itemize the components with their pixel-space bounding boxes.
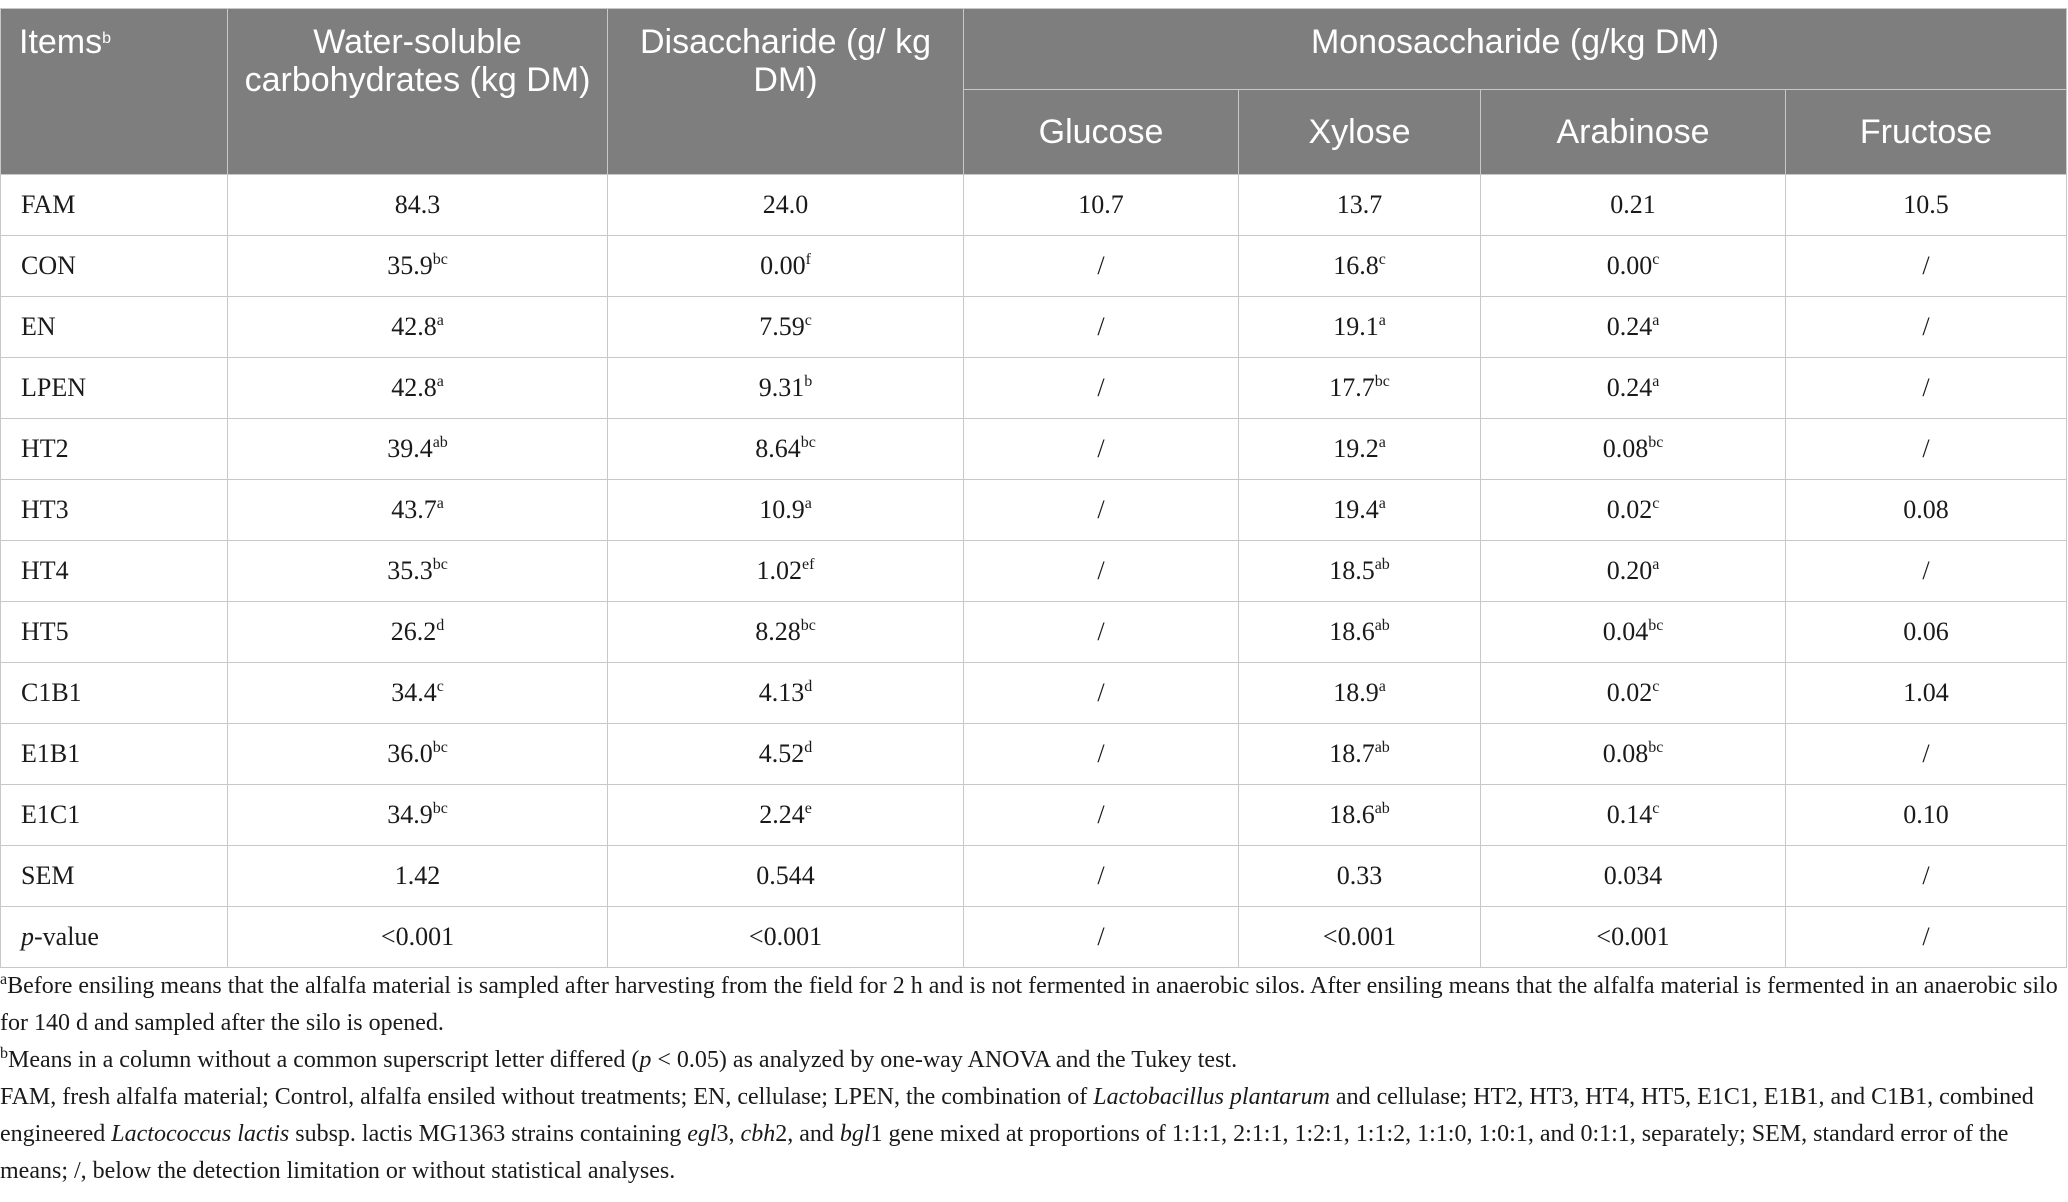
cell-xyl-value: 18.6 — [1329, 617, 1375, 646]
cell-disaccharide — [608, 419, 964, 480]
cell-wsc — [228, 846, 608, 907]
cell-arabinose — [1481, 907, 1786, 968]
cell-disaccharide — [608, 297, 964, 358]
cell-xyl-value: 18.5 — [1329, 556, 1375, 585]
cell-item-label: E1C1 — [21, 800, 81, 829]
cell-xyl-value: 19.2 — [1333, 434, 1379, 463]
cell-xyl-sup: ab — [1374, 800, 1390, 817]
cell-xyl-value: 18.9 — [1333, 678, 1379, 707]
cell-ara-sup: bc — [1648, 739, 1664, 756]
cell-disaccharide — [608, 358, 964, 419]
footnote-b — [0, 1042, 2060, 1079]
cell-glucose: / — [964, 541, 1239, 602]
abbreviations-note — [0, 1079, 2060, 1190]
table-row — [1, 663, 2067, 724]
abbr-part-5: 2, and — [775, 1121, 840, 1147]
header-arabinose: Arabinose — [1481, 90, 1786, 175]
cell-glucose: / — [964, 358, 1239, 419]
cell-item-label: EN — [21, 312, 56, 341]
cell-wsc-value: 43.7 — [391, 495, 437, 524]
header-items-label: Items — [19, 23, 103, 61]
cell-wsc-sup: a — [436, 373, 444, 390]
cell-xylose — [1239, 785, 1481, 846]
cell-dis-sup: e — [804, 800, 812, 817]
cell-dis-value: 10.9 — [759, 495, 805, 524]
cell-wsc-value: 34.4 — [391, 678, 437, 707]
cell-xylose — [1239, 358, 1481, 419]
cell-item — [1, 236, 228, 297]
cell-item — [1, 785, 228, 846]
header-glucose: Glucose — [964, 90, 1239, 175]
cell-arabinose — [1481, 358, 1786, 419]
cell-fructose: / — [1786, 358, 2067, 419]
cell-xylose — [1239, 419, 1481, 480]
cell-glucose: / — [964, 297, 1239, 358]
footnote-b-p: p — [639, 1047, 652, 1073]
footnote-a — [0, 968, 2060, 1042]
cell-dis-value: 2.24 — [759, 800, 805, 829]
cell-dis-sup: bc — [800, 617, 816, 634]
cell-xyl-value: 0.33 — [1336, 861, 1383, 890]
cell-item — [1, 663, 228, 724]
footnote-a-mark: a — [0, 971, 8, 988]
table-row — [1, 907, 2067, 968]
cell-glucose: / — [964, 419, 1239, 480]
abbr-part-3: subsp. lactis MG1363 strains containing — [289, 1121, 688, 1147]
cell-dis-value: 9.31 — [758, 373, 805, 402]
cell-fructose: / — [1786, 724, 2067, 785]
footnote-a-text: Before ensiling means that the alfalfa material is sampled after harvesting from the field for 2 h and is not fermented in anaerobic silos. After ensiling means that the alfalfa material is fermented in an anaerobic silo for 140 d and sampled after the silo is opened. — [0, 973, 2058, 1036]
cell-ara-sup: c — [1652, 678, 1660, 695]
table-footnotes — [0, 968, 2060, 1190]
cell-wsc-value: 36.0 — [387, 739, 433, 768]
cell-xylose — [1239, 724, 1481, 785]
cell-item-label: CON — [21, 251, 76, 280]
cell-wsc — [228, 175, 608, 236]
header-items — [1, 9, 228, 175]
cell-xylose — [1239, 236, 1481, 297]
cell-dis-value: 7.59 — [759, 312, 805, 341]
cell-ara-value: 0.20 — [1606, 556, 1653, 585]
cell-item-label: LPEN — [21, 373, 86, 402]
abbr-lactococcus: Lactococcus lactis — [111, 1121, 290, 1147]
cell-xyl-sup: c — [1378, 251, 1386, 268]
footnote-b-post: < 0.05) as analyzed by one-way ANOVA and the Tukey test. — [651, 1047, 1238, 1073]
cell-ara-sup: a — [1652, 312, 1660, 329]
cell-wsc-value: 42.8 — [391, 312, 437, 341]
cell-fructose: / — [1786, 541, 2067, 602]
cell-dis-value: 8.28 — [755, 617, 801, 646]
cell-wsc-value: <0.001 — [380, 922, 455, 951]
cell-fructose: / — [1786, 236, 2067, 297]
table-row — [1, 236, 2067, 297]
cell-xylose — [1239, 602, 1481, 663]
cell-item — [1, 175, 228, 236]
header-items-footnote: b — [102, 30, 112, 47]
abbr-cbh: cbh — [740, 1121, 776, 1147]
cell-ara-value: 0.21 — [1610, 190, 1656, 219]
table-row — [1, 602, 2067, 663]
cell-dis-value: 4.13 — [758, 678, 805, 707]
cell-item — [1, 297, 228, 358]
table-row — [1, 541, 2067, 602]
cell-xyl-sup: ab — [1374, 617, 1390, 634]
cell-dis-sup: b — [804, 373, 813, 390]
cell-ara-sup: bc — [1648, 617, 1664, 634]
cell-item — [1, 846, 228, 907]
cell-dis-sup: c — [804, 312, 812, 329]
abbr-part-1: FAM, fresh alfalfa material; Control, alfalfa ensiled without treatments; EN, cellulase; LPEN, the combination of — [0, 1084, 1094, 1110]
cell-arabinose — [1481, 480, 1786, 541]
cell-glucose: / — [964, 602, 1239, 663]
cell-xyl-sup: a — [1378, 495, 1386, 512]
cell-xyl-value: 19.1 — [1333, 312, 1379, 341]
cell-dis-sup: d — [804, 678, 813, 695]
cell-wsc — [228, 419, 608, 480]
cell-wsc-value: 39.4 — [387, 434, 433, 463]
cell-dis-value: 4.52 — [758, 739, 805, 768]
abbr-part-4: 3, — [716, 1121, 741, 1147]
cell-glucose: / — [964, 480, 1239, 541]
cell-xyl-sup: bc — [1374, 373, 1390, 390]
table-header — [1, 9, 2067, 175]
cell-item — [1, 541, 228, 602]
cell-ara-value: 0.24 — [1606, 312, 1653, 341]
cell-xylose — [1239, 846, 1481, 907]
cell-glucose: / — [964, 785, 1239, 846]
abbr-bgl: bgl — [839, 1121, 871, 1147]
cell-wsc-sup: bc — [432, 739, 448, 756]
cell-dis-sup: f — [805, 251, 811, 268]
cell-xylose — [1239, 541, 1481, 602]
abbr-part-6: 1 gene mixed at proportions of 1:1:1, 2:1:1, 1:2:1, 1:1:2, 1:1:0, 1:0:1, and 0:1:1, separately; SEM, standard error of the means; /, below the detection limitation or without statistical analyses. — [0, 1121, 2009, 1184]
cell-dis-sup: ef — [802, 556, 815, 573]
cell-disaccharide — [608, 846, 964, 907]
cell-xyl-value: 13.7 — [1336, 190, 1383, 219]
cell-glucose: 10.7 — [964, 175, 1239, 236]
cell-disaccharide — [608, 541, 964, 602]
cell-ara-sup: c — [1652, 495, 1660, 512]
cell-item-label: E1B1 — [21, 739, 81, 768]
abbr-part-2: and cellulase; HT2, HT3, HT4, HT5, E1C1, E1B1, and C1B1, combined engineered — [0, 1084, 2034, 1147]
cell-ara-sup: a — [1652, 556, 1660, 573]
cell-wsc-value: 84.3 — [394, 190, 441, 219]
cell-wsc — [228, 480, 608, 541]
cell-xyl-sup: a — [1378, 678, 1386, 695]
cell-ara-value: 0.08 — [1602, 434, 1649, 463]
cell-dis-value: 1.02 — [756, 556, 803, 585]
cell-wsc-sup: bc — [432, 556, 448, 573]
cell-ara-value: <0.001 — [1596, 922, 1670, 951]
cell-wsc — [228, 236, 608, 297]
table-row — [1, 175, 2067, 236]
table-row — [1, 358, 2067, 419]
abbr-lactobacillus: Lactobacillus plantarum — [1093, 1084, 1330, 1110]
header-monosaccharide: Monosaccharide (g/kg DM) — [964, 9, 2067, 90]
cell-fructose: 0.10 — [1786, 785, 2067, 846]
cell-item-label: HT5 — [21, 617, 69, 646]
cell-dis-value: 8.64 — [755, 434, 801, 463]
cell-wsc-value: 1.42 — [394, 861, 441, 890]
cell-xylose — [1239, 907, 1481, 968]
cell-xyl-value: 18.7 — [1329, 739, 1375, 768]
cell-dis-sup: a — [804, 495, 812, 512]
cell-arabinose — [1481, 419, 1786, 480]
cell-ara-value: 0.04 — [1602, 617, 1649, 646]
cell-wsc — [228, 907, 608, 968]
header-disaccharide: Disaccharide (g/ kg DM) — [608, 9, 964, 175]
cell-ara-sup: c — [1652, 251, 1660, 268]
cell-ara-value: 0.14 — [1606, 800, 1653, 829]
cell-item-label: SEM — [21, 861, 75, 890]
cell-disaccharide — [608, 785, 964, 846]
cell-dis-sup: d — [804, 739, 813, 756]
cell-fructose: / — [1786, 419, 2067, 480]
cell-ara-sup: a — [1652, 373, 1660, 390]
cell-arabinose — [1481, 297, 1786, 358]
table-container — [0, 8, 2066, 968]
cell-dis-value: <0.001 — [748, 922, 823, 951]
cell-fructose: 10.5 — [1786, 175, 2067, 236]
cell-xyl-sup: ab — [1374, 556, 1390, 573]
cell-fructose: 0.06 — [1786, 602, 2067, 663]
cell-arabinose — [1481, 602, 1786, 663]
cell-item — [1, 419, 228, 480]
cell-arabinose — [1481, 846, 1786, 907]
cell-wsc — [228, 724, 608, 785]
cell-xylose — [1239, 480, 1481, 541]
abbr-egl: egl — [687, 1121, 717, 1147]
cell-wsc-sup: c — [436, 678, 444, 695]
cell-fructose: 1.04 — [1786, 663, 2067, 724]
cell-fructose: / — [1786, 846, 2067, 907]
cell-xylose — [1239, 175, 1481, 236]
cell-item-italic: p — [21, 922, 34, 951]
cell-item-label: HT2 — [21, 434, 69, 463]
cell-xyl-value: 16.8 — [1333, 251, 1379, 280]
cell-glucose: / — [964, 724, 1239, 785]
cell-glucose: / — [964, 907, 1239, 968]
cell-ara-value: 0.08 — [1602, 739, 1649, 768]
cell-wsc — [228, 358, 608, 419]
cell-xyl-sup: a — [1378, 312, 1386, 329]
cell-wsc-sup: bc — [432, 800, 448, 817]
header-wsc: Water-soluble carbohydrates (kg DM) — [228, 9, 608, 175]
cell-arabinose — [1481, 785, 1786, 846]
cell-wsc-value: 35.9 — [387, 251, 433, 280]
cell-xylose — [1239, 663, 1481, 724]
table-row — [1, 846, 2067, 907]
table-row — [1, 785, 2067, 846]
cell-wsc — [228, 297, 608, 358]
cell-xyl-value: <0.001 — [1322, 922, 1397, 951]
cell-xyl-value: 17.7 — [1329, 373, 1375, 402]
cell-ara-sup: bc — [1648, 434, 1664, 451]
cell-item — [1, 358, 228, 419]
cell-xyl-value: 19.4 — [1333, 495, 1379, 524]
header-xylose: Xylose — [1239, 90, 1481, 175]
cell-item-label: HT3 — [21, 495, 69, 524]
table-body — [1, 175, 2067, 968]
footnote-b-mark: b — [0, 1045, 8, 1062]
cell-disaccharide — [608, 480, 964, 541]
cell-arabinose — [1481, 236, 1786, 297]
cell-disaccharide — [608, 602, 964, 663]
cell-wsc — [228, 541, 608, 602]
cell-item — [1, 480, 228, 541]
cell-ara-value: 0.24 — [1606, 373, 1653, 402]
cell-item-label: HT4 — [21, 556, 69, 585]
cell-wsc-sup: a — [436, 495, 444, 512]
cell-wsc-value: 26.2 — [390, 617, 437, 646]
cell-item-label: FAM — [21, 190, 76, 219]
cell-arabinose — [1481, 663, 1786, 724]
cell-xyl-sup: a — [1378, 434, 1386, 451]
cell-ara-value: 0.034 — [1603, 861, 1663, 890]
data-table — [0, 8, 2067, 968]
cell-disaccharide — [608, 724, 964, 785]
cell-glucose: / — [964, 846, 1239, 907]
cell-fructose: 0.08 — [1786, 480, 2067, 541]
cell-fructose: / — [1786, 297, 2067, 358]
cell-dis-sup: bc — [800, 434, 816, 451]
cell-disaccharide — [608, 663, 964, 724]
cell-disaccharide — [608, 236, 964, 297]
table-row — [1, 297, 2067, 358]
cell-wsc — [228, 602, 608, 663]
cell-wsc-value: 42.8 — [391, 373, 437, 402]
cell-arabinose — [1481, 541, 1786, 602]
cell-ara-sup: c — [1652, 800, 1660, 817]
cell-wsc — [228, 785, 608, 846]
cell-item — [1, 724, 228, 785]
cell-dis-value: 24.0 — [762, 190, 809, 219]
table-row — [1, 419, 2067, 480]
cell-xylose — [1239, 297, 1481, 358]
cell-xyl-sup: ab — [1374, 739, 1390, 756]
cell-wsc-sup: bc — [432, 251, 448, 268]
cell-wsc — [228, 663, 608, 724]
cell-item-label: -value — [34, 922, 99, 951]
cell-glucose: / — [964, 663, 1239, 724]
cell-wsc-sup: ab — [432, 434, 448, 451]
cell-arabinose — [1481, 724, 1786, 785]
cell-ara-value: 0.02 — [1606, 495, 1653, 524]
cell-item — [1, 602, 228, 663]
cell-disaccharide — [608, 907, 964, 968]
cell-arabinose — [1481, 175, 1786, 236]
footnote-b-pre: Means in a column without a common superscript letter differed ( — [8, 1047, 640, 1073]
header-fructose: Fructose — [1786, 90, 2067, 175]
cell-ara-value: 0.02 — [1606, 678, 1653, 707]
cell-wsc-value: 35.3 — [387, 556, 433, 585]
cell-dis-value: 0.00 — [760, 251, 806, 280]
cell-xyl-value: 18.6 — [1329, 800, 1375, 829]
cell-wsc-sup: d — [436, 617, 445, 634]
table-row — [1, 480, 2067, 541]
cell-wsc-sup: a — [436, 312, 444, 329]
table-row — [1, 724, 2067, 785]
cell-dis-value: 0.544 — [756, 861, 815, 890]
cell-item — [1, 907, 228, 968]
cell-wsc-value: 34.9 — [387, 800, 433, 829]
cell-glucose: / — [964, 236, 1239, 297]
cell-item-label: C1B1 — [21, 678, 82, 707]
cell-ara-value: 0.00 — [1606, 251, 1653, 280]
cell-fructose: / — [1786, 907, 2067, 968]
cell-disaccharide — [608, 175, 964, 236]
